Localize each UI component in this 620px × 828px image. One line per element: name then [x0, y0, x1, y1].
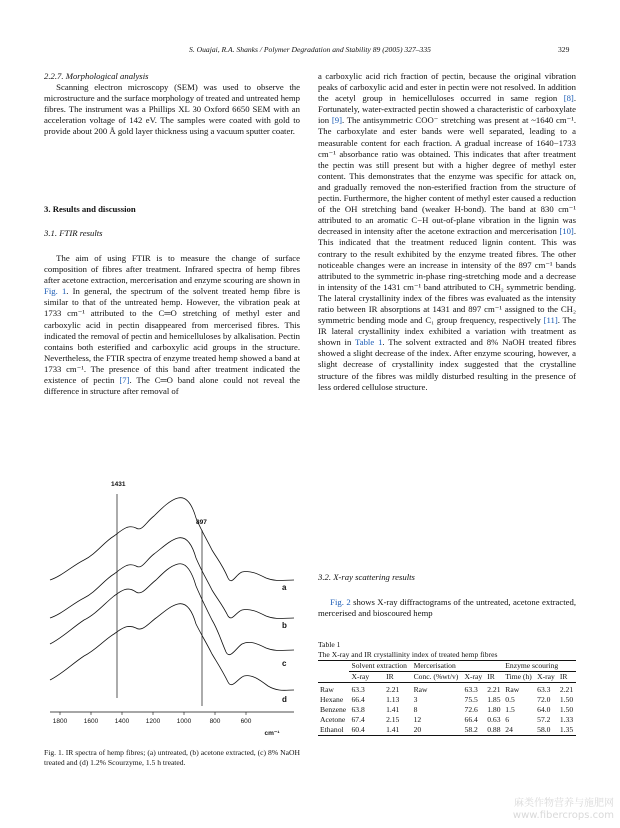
text-run: . The antisymmetric COO⁻ stretching was present at ~1640 cm⁻¹. The carboxylate and ester bands were well separated, leading to a measurable content for each fraction. A gradual increase of 1640−1733 cm⁻¹ absorbance ratio was obtained. This indicates that after treatment the pectin was still present but with a higher degree of methyl ester content. This demonstrates that the enzyme was specific for attack on, and gradually removed the non-esterified fraction from the structure of pectin. Furthermore, the higher content of methyl ester caused a reduction of the OH stretching band (weaker H-bond). The band at 830 cm⁻¹ attributed to an aromatic C−H out-of-plane vibration in the lignin was decreased in intensity after the acetone extraction and mercerisation	[318, 115, 576, 237]
spectrum-a	[50, 498, 294, 581]
table-cell: 57.2	[537, 715, 551, 724]
left-column-results	[44, 204, 300, 215]
text-run: . The C═O band alone could not reveal the difference in structure after removal of	[44, 375, 300, 397]
text-run: . The solvent extracted and 8% NaOH treated fibres showed a slight decrease of the index. After enzyme scouring, however, a slight decrease of crystallinity index suggested that the crystalline structure of the fibres was mildly disturbed resulting in the presence of less ordered cellulose structure.	[318, 337, 577, 392]
x-ticks	[60, 712, 246, 715]
table-cell: 67.4	[351, 715, 365, 724]
table-cell: 8	[413, 705, 418, 714]
figure-1	[44, 468, 300, 744]
table-cell: 58.2	[464, 725, 478, 734]
table-row	[318, 725, 576, 736]
table-label: Table 1	[318, 640, 341, 649]
ir-spectra-plot	[44, 468, 300, 744]
watermark	[513, 798, 614, 822]
right-column-xray	[318, 597, 576, 619]
fig-2-link[interactable]: Fig. 2	[330, 597, 351, 607]
table-cell: 1.50	[559, 695, 574, 704]
col-header: X-ray	[535, 672, 558, 683]
label-897: 897	[196, 519, 207, 526]
section-heading-3-2: 3.2. X-ray scattering results	[318, 572, 415, 582]
section-heading-3-1: 3.1. FTIR results	[44, 228, 103, 238]
table-cell: 1.85	[487, 695, 501, 704]
table-cell: 72.6	[464, 705, 478, 714]
label-1431: 1431	[111, 481, 126, 488]
left-column-ftir-heading	[44, 228, 300, 239]
table-cell: 64.0	[537, 705, 551, 714]
ref-11-link[interactable]: [11]	[543, 315, 558, 326]
col-header: IR	[485, 672, 503, 683]
ref-10-link[interactable]: [10]	[559, 226, 574, 237]
table-cell: 2.21	[487, 685, 501, 694]
table-row	[318, 715, 576, 725]
table-1-caption	[318, 640, 576, 660]
curve-label-d: d	[282, 695, 287, 704]
right-column	[318, 71, 576, 393]
table-row	[318, 695, 576, 705]
table-cell: Hexane	[320, 695, 344, 704]
table-cell: 0.88	[487, 725, 501, 734]
col-header: X-ray	[463, 672, 486, 683]
text-run: . The IR lateral crystallinity index exhibited a variation with treatment as shown in	[318, 315, 576, 348]
table-cell: 6	[505, 715, 510, 724]
group-enzyme: Enzyme scouring	[503, 661, 576, 672]
x-tick-label: 800	[209, 718, 221, 725]
left-column-ftir	[44, 253, 300, 397]
table-cell: 75.5	[464, 695, 478, 704]
table-cell: Benzene	[320, 705, 347, 714]
table-cell: 1.41	[386, 705, 400, 714]
x-tick-label: 600	[240, 718, 252, 725]
table-sub-header	[318, 672, 576, 683]
watermark-line-1: 麻类作物营养与施肥网	[514, 798, 614, 809]
curve-label-b: b	[282, 621, 287, 630]
table-1	[318, 660, 576, 736]
fig-1-link[interactable]: Fig. 1	[44, 286, 67, 297]
table-body	[318, 683, 576, 736]
table-cell: 66.4	[351, 695, 365, 704]
x-axis-unit: cm⁻¹	[264, 730, 280, 737]
col-header: Time (h)	[503, 672, 535, 683]
table-cell: 63.3	[537, 685, 551, 694]
col-header: Conc. (%wt/v)	[412, 672, 463, 683]
table-cell: 24	[505, 725, 513, 734]
col-header: X-ray	[349, 672, 384, 683]
spectrum-c	[50, 564, 294, 655]
table-cell: 1.5	[505, 705, 515, 714]
table-cell: 66.4	[464, 715, 478, 724]
watermark-line-2: www.fibercrops.com	[512, 810, 614, 821]
table-cell: 63.3	[351, 685, 365, 694]
x-tick-label: 1000	[176, 718, 192, 725]
table-cell: 0.63	[487, 715, 501, 724]
left-column	[44, 71, 300, 138]
table-cell: 1.50	[559, 705, 574, 714]
table-row	[318, 705, 576, 715]
text-run: The aim of using FTIR is to measure the change of surface composition of fibres after treatment. Infrared spectra of hemp fibres after acetone extraction, mercerisation and enzyme scouring are shown in	[44, 253, 300, 286]
paragraph-pectin	[318, 71, 576, 393]
table-cell: Ethanol	[320, 725, 344, 734]
ref-9-link[interactable]: [9]	[331, 115, 342, 126]
ref-8-link[interactable]: [8]	[563, 93, 574, 104]
table-cell: 1.80	[487, 705, 501, 714]
col-header: IR	[384, 672, 412, 683]
text-run: . In general, the spectrum of the solvent treated hemp fibre is similar to that of the untreated hemp. However, the vibration peak at 1733 cm⁻¹ attributed to the C═O stretching of methyl ester and carboxylic acid in pectin disappeared from mercerised fibres. This indicated the removal of pectin and hemicelluloses by alkalisation. Pectin contains both esterified and carboxylic acid groups in the structure. Nevertheless, the FTIR spectra of enzyme treated hemp showed a band at 1733 cm⁻¹. The presence of this band after treatment indicated the existence of pectin	[44, 286, 300, 386]
right-column-xray-heading	[318, 572, 576, 583]
table-cell: 72.0	[537, 695, 551, 704]
group-mercerisation: Mercerisation	[412, 661, 504, 672]
x-tick-label: 1600	[83, 718, 99, 725]
paragraph-sem: Scanning electron microscopy (SEM) was used to observe the microstructure and the surface morphology of treated and untreated hemp fibres. The instrument was a Phillips XL 30 Oxford 6650 SEM with an acceleration voltage of 142 eV. The samples were coated with gold to provide about 200 Å gold layer thickness using a vacuum sputter coater.	[44, 82, 300, 137]
table-cell: 2.21	[386, 685, 400, 694]
text-run: . Fortunately, water-extracted pectin showed a characteristic of carboxylate ion	[318, 93, 576, 126]
table-cell: 2.15	[386, 715, 400, 724]
paragraph-ftir	[44, 253, 300, 397]
table-cell: 2.21	[559, 685, 574, 694]
table-cell: Raw	[320, 685, 334, 694]
section-heading-2-2-7: 2.2.7. Morphological analysis	[44, 71, 149, 81]
table-cell: Raw	[413, 685, 428, 694]
ref-7-link[interactable]: [7]	[119, 375, 130, 386]
table-cell: Raw	[505, 685, 520, 694]
table-cell: 1.41	[386, 725, 400, 734]
table-cell: 3	[413, 695, 418, 704]
spectra-curves	[50, 498, 294, 691]
col-header: IR	[558, 672, 576, 683]
page-number: 329	[558, 45, 570, 54]
table-cell: 0.5	[505, 695, 515, 704]
table-cell: 1.13	[386, 695, 400, 704]
group-solvent: Solvent extraction	[349, 661, 411, 672]
text-run: a carboxylic acid rich fraction of pectin, because the original vibration peaks of carboxylic acid and ester in pectin were not resolved. In addition the acetyl group in hemicelluloses occurred in same region	[318, 71, 576, 104]
table-cell: 60.4	[351, 725, 365, 734]
table-cell: 63.8	[351, 705, 365, 714]
table-group-header	[318, 661, 576, 672]
running-head: S. Ouajai, R.A. Shanks / Polymer Degradation and Stability 89 (2005) 327–335	[189, 45, 431, 54]
paragraph-xray	[318, 597, 576, 619]
curve-label-a: a	[282, 583, 287, 592]
table-row	[318, 683, 576, 696]
table-cell: 1.33	[559, 715, 574, 724]
table-cell: 12	[413, 715, 422, 724]
x-tick-label: 1200	[145, 718, 161, 725]
table-1-link[interactable]: Table 1	[355, 337, 383, 348]
table-cell: 1.35	[559, 725, 574, 734]
table-title: The X-ray and IR crystallinity index of treated hemp fibres	[318, 650, 498, 659]
text-run: . This indicated that the treatment reduced lignin content. This was contrary to the result exhibited by the enzyme treated fibres. The other noticeable changes were an increase in intensity of the 897 cm⁻¹ bands attributed to the symmetric in-phase ring-stretching mode and a decrease in intensity of the 1431 cm⁻¹ band attributed to CH₂ symmetric bending. The lateral crystallinity index of the fibres was evaluated as the intensity ratio between IR absorptions at 1431 and 897 cm⁻¹ assigned to the CH₂ symmetric bending mode and C₁ group frequency, respectively	[318, 226, 576, 326]
text-run: shows X-ray diffractograms of the untreated, acetone extracted, mercerised and bioscoured hemp	[318, 597, 576, 619]
figure-1-caption: Fig. 1. IR spectra of hemp fibres; (a) untreated, (b) acetone extracted, (c) 8% NaOH treated and (d) 1.2% Scourzyme, 1.5 h treated.	[44, 748, 300, 767]
section-heading-3: 3. Results and discussion	[44, 204, 136, 214]
spectrum-d	[50, 604, 294, 691]
table-cell: 58.0	[537, 725, 551, 734]
x-tick-label: 1800	[52, 718, 68, 725]
curve-label-c: c	[282, 659, 287, 668]
table-cell: 20	[413, 725, 422, 734]
x-tick-label: 1400	[114, 718, 130, 725]
table-cell: Acetone	[320, 715, 346, 724]
table-cell: 63.3	[464, 685, 478, 694]
